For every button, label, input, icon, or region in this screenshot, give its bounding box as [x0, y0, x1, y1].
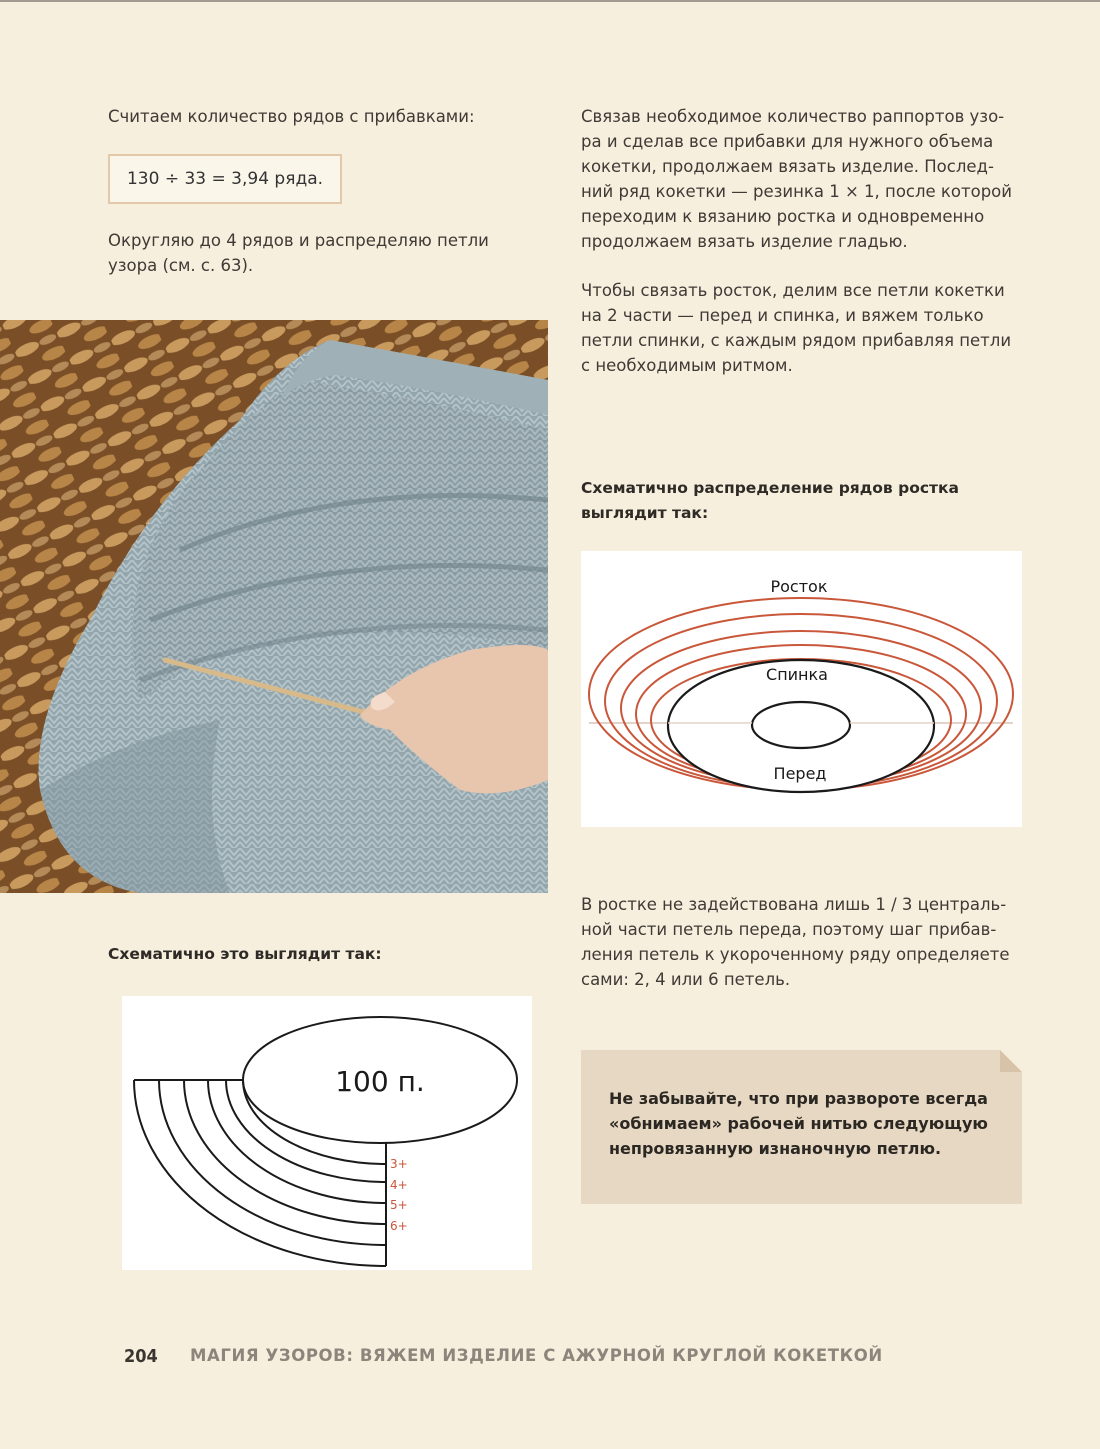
text-line: Чтобы связать росток, делим все петли кокетки	[581, 281, 1005, 300]
text-line: продолжаем вязать изделие гладью.	[581, 232, 908, 251]
paragraph-yoke-finish	[581, 104, 1012, 254]
yoke-diagram	[122, 996, 532, 1270]
text-line: Связав необходимое количество раппортов узо-	[581, 107, 1005, 126]
rows-intro-text: Считаем количество рядов с прибавками:	[108, 107, 475, 126]
formula-box	[108, 154, 342, 204]
front-label: Перед	[773, 764, 827, 783]
text-line: ления петель к укороченному ряду определяете	[581, 945, 1010, 964]
text-line: ра и сделав все прибавки для нужного объема	[581, 132, 994, 151]
text-line: на 2 части — перед и спинка, и вяжем только	[581, 306, 984, 325]
growth-label: Росток	[770, 577, 828, 596]
text-line: ной части петель переда, поэтому шаг прибав-	[581, 920, 997, 939]
callout-fold-corner	[1000, 1050, 1022, 1072]
tip-line: «обнимаем» рабочей нитью следующую	[609, 1114, 988, 1133]
text-line: В ростке не задействована лишь 1 / 3 централь-	[581, 895, 1007, 914]
tip-line: непровязанную изнаночную петлю.	[609, 1139, 942, 1158]
text-line: кокетки, продолжаем вязать изделие. Послед-	[581, 157, 994, 176]
stitch-count-label: 100 п.	[335, 1065, 425, 1098]
text-line: сами: 2, 4 или 6 петель.	[581, 970, 791, 989]
text-line: переходим к вязанию ростка и одновременно	[581, 207, 985, 226]
running-footer-title: МАГИЯ УЗОРОВ: ВЯЖЕМ ИЗДЕЛИЕ С АЖУРНОЙ КРУГЛОЙ КОКЕТКОЙ	[190, 1346, 883, 1365]
back-label: Спинка	[766, 665, 828, 684]
paragraph-growth-step	[581, 892, 1010, 992]
heading-line: выглядит так:	[581, 504, 709, 522]
heading-line: Схематично распределение рядов ростка	[581, 479, 960, 497]
text-line: с необходимым ритмом.	[581, 356, 793, 375]
row-label-1: 3+	[390, 1157, 408, 1171]
growth-heading	[581, 476, 959, 526]
text-line: ний ряд кокетки — резинка 1 × 1, после которой	[581, 182, 1012, 201]
growth-diagram	[581, 551, 1022, 827]
tip-line: Не забывайте, что при развороте всегда	[609, 1089, 988, 1108]
row-label-2: 4+	[390, 1178, 408, 1192]
row-label-4: 6+	[390, 1219, 408, 1233]
schematic-heading: Схематично это выглядит так:	[108, 945, 382, 963]
tip-callout	[581, 1050, 1022, 1204]
rounding-line-2: узора (см. с. 63).	[108, 256, 254, 275]
paragraph-growth-method	[581, 278, 1011, 378]
sweater-photo	[0, 320, 548, 893]
top-rule	[0, 0, 1100, 2]
row-label-3: 5+	[390, 1198, 408, 1212]
rounding-line-1: Округляю до 4 рядов и распределяю петли	[108, 231, 489, 250]
page-number: 204	[124, 1346, 158, 1367]
formula-text: 130 ÷ 33 = 3,94 ряда.	[126, 169, 324, 189]
text-line: петли спинки, с каждым рядом прибавляя петли	[581, 331, 1012, 350]
